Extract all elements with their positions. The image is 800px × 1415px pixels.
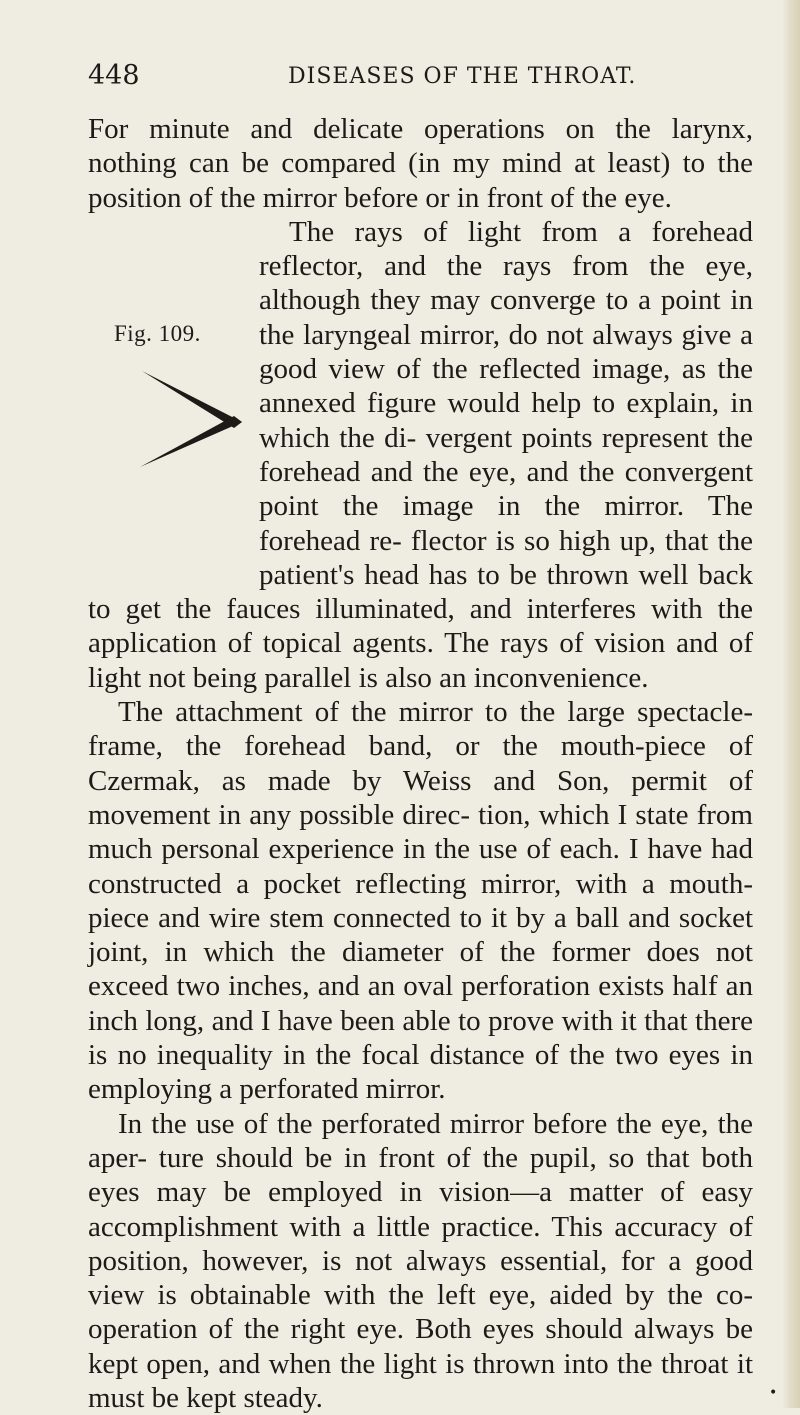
paragraph-2 xyxy=(88,215,753,695)
paragraph-3: The attachment of the mirror to the large spectacle-frame, the forehead band, or the mouth-piece of Czermak, as made by Weiss and Son, permit of movement in any possible direc- tion, which I state from much personal experience in the use of each. I have had constructed a pocket reflecting mirror, with a mouth-piece and wire stem connected to it by a ball and socket joint, in which the diameter of the former does not exceed two inches, and an oval perforation exists half an inch long, and I have been able to prove with it that there is no inequality in the focal distance of the two eyes in employing a perforated mirror. xyxy=(88,696,753,1106)
page-edge-shadow xyxy=(782,0,800,1408)
figure-109 xyxy=(84,215,259,587)
running-title: DISEASES OF THE THROAT. xyxy=(288,64,637,89)
stray-ink-mark: • xyxy=(769,1385,778,1401)
paragraph-1: For minute and delicate operations on the larynx, nothing can be compared (in my mind at least) to the position of the mirror before or in front of the eye. xyxy=(88,113,753,214)
paragraph-2-text: The rays of light from a forehead reflector, and the rays from the eye, although they may converge to a point in the laryngeal mirror, do not always give a good view of the reflected image, as the annexed figure would help to explain, in which the di- vergent points represent the forehead and the eye, and the convergent point the image in the mirror. The forehead re- flector is so high up, that the patient's head has to be thrown well back to get the fauces illuminated, and interferes with the application of topical agents. The rays of vision and of light not being parallel is also an inconvenience. xyxy=(88,215,753,694)
page-number: 448 xyxy=(88,60,140,91)
divergent-convergent-lines-icon xyxy=(138,369,244,469)
page-header xyxy=(88,60,708,100)
paragraph-4: In the use of the perforated mirror before the eye, the aper- ture should be in front of the pupil, so that both eyes may be employed in vision—a matter of easy accomplishment with a little practice. This accuracy of position, however, is not always essential, for a good view is obtainable with the left eye, aided by the co-operation of the right eye. Both eyes should always be kept open, and when the light is thrown into the throat it must be kept steady. xyxy=(88,1107,753,1414)
body-text xyxy=(88,112,753,1415)
figure-label: Fig. 109. xyxy=(114,320,201,346)
